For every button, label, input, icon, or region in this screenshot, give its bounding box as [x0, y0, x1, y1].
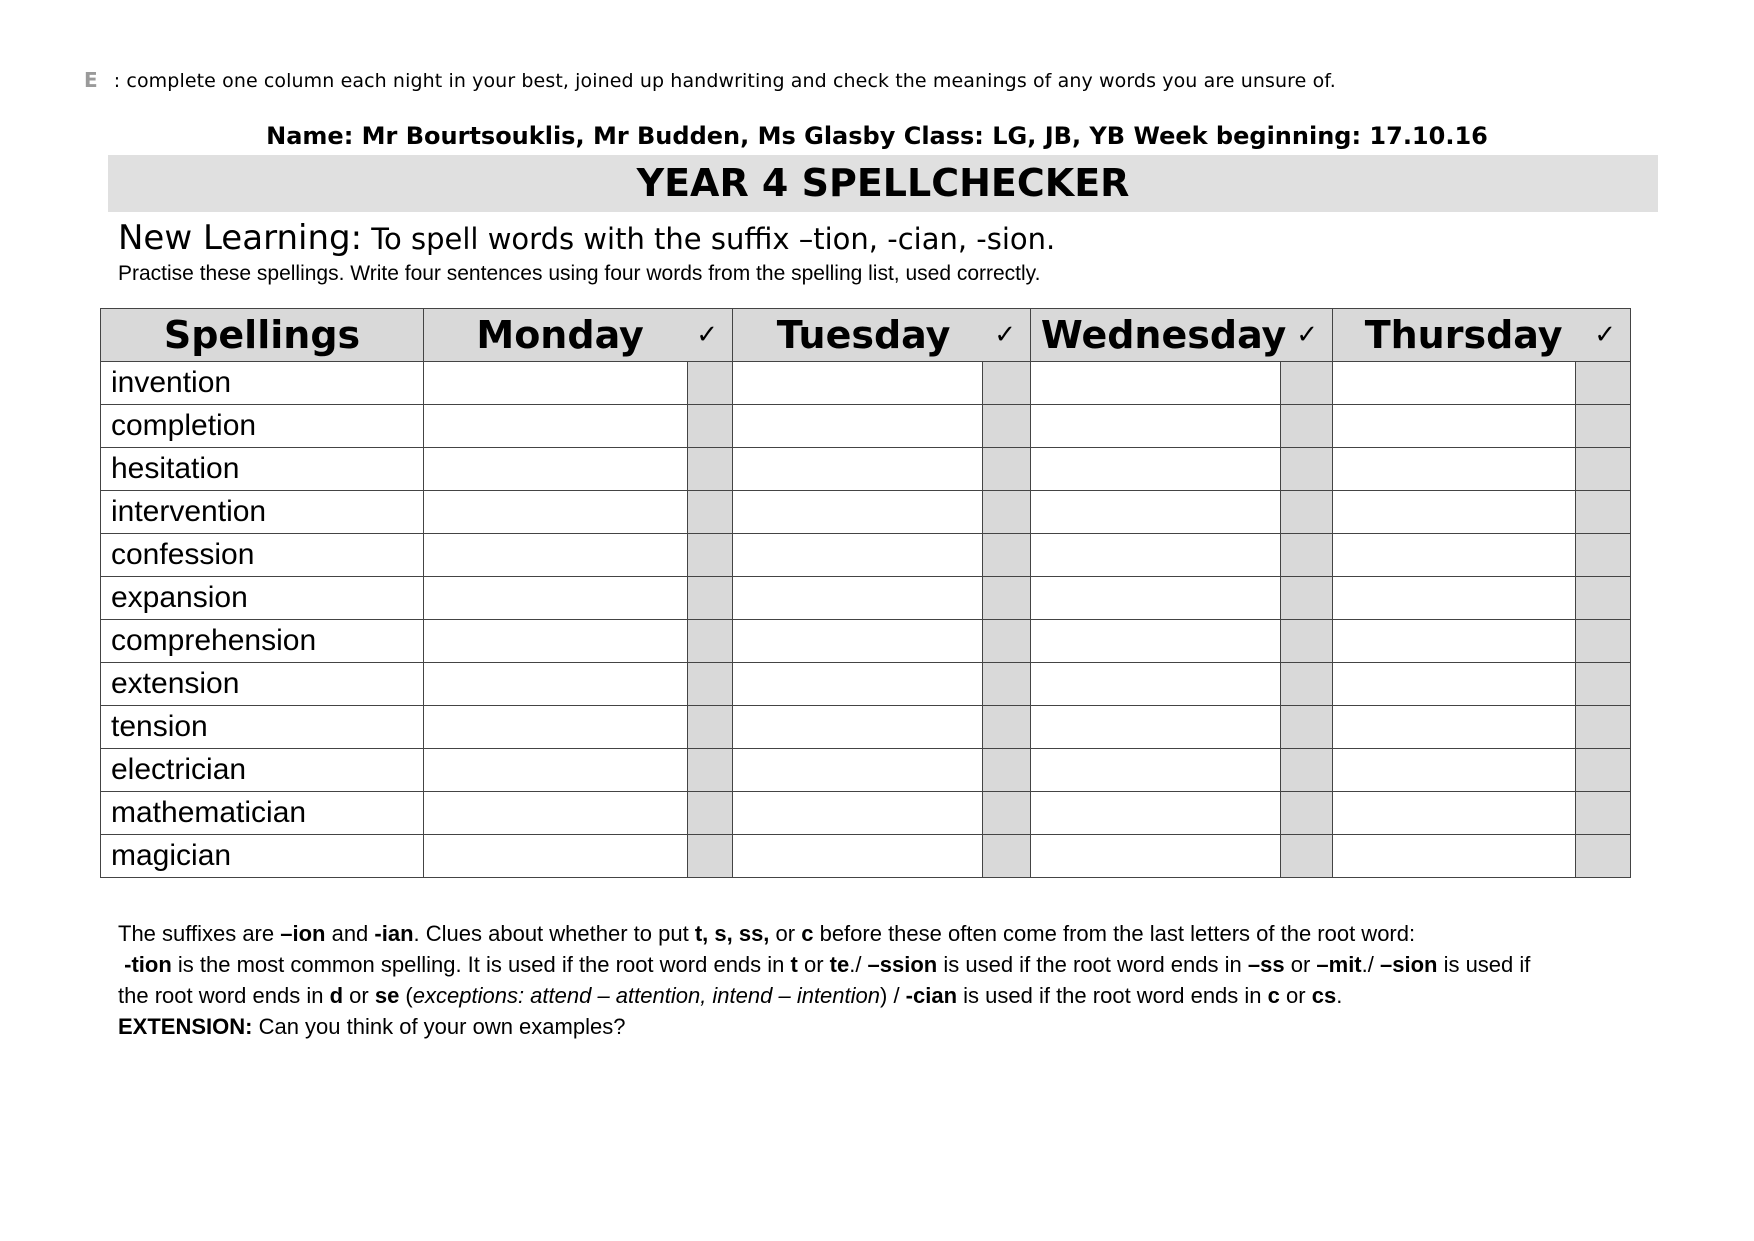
tick-cell-thursday[interactable]: [1576, 362, 1631, 405]
extension-label: EXTENSION:: [118, 1014, 253, 1039]
name-class-week-line: Name: Mr Bourtsouklis, Mr Budden, Ms Glasby Class: LG, JB, YB Week beginning: 17.10.16: [266, 122, 1488, 150]
write-cell-monday[interactable]: [424, 491, 688, 534]
tuesday-header: [733, 309, 1031, 362]
tick-cell-monday[interactable]: [688, 448, 733, 491]
write-cell-thursday[interactable]: [1333, 706, 1576, 749]
tick-cell-wednesday[interactable]: [1281, 835, 1333, 878]
tick-cell-wednesday[interactable]: [1281, 706, 1333, 749]
tick-cell-thursday[interactable]: [1576, 706, 1631, 749]
wednesday-label: Wednesday: [1040, 313, 1287, 357]
write-cell-wednesday[interactable]: [1031, 792, 1281, 835]
write-cell-thursday[interactable]: [1333, 534, 1576, 577]
write-cell-monday[interactable]: [424, 448, 688, 491]
check-icon: ✓: [696, 320, 718, 350]
tick-cell-tuesday[interactable]: [983, 362, 1031, 405]
notes-bold: –ion: [280, 921, 326, 946]
notes-bold: c: [801, 921, 814, 946]
notes-text: ./: [849, 952, 868, 977]
write-cell-tuesday[interactable]: [733, 620, 983, 663]
notes-bold: t, s, ss,: [694, 921, 770, 946]
tick-cell-tuesday[interactable]: [983, 792, 1031, 835]
page-title: YEAR 4 SPELLCHECKER: [636, 161, 1130, 205]
tick-cell-wednesday[interactable]: [1281, 448, 1333, 491]
notes-line-1: [118, 918, 1648, 949]
new-learning: [118, 218, 1055, 258]
notes-bold: t: [790, 952, 798, 977]
suffix-notes: [118, 918, 1648, 1042]
spelling-word: confession: [101, 534, 424, 577]
write-cell-wednesday[interactable]: [1031, 362, 1281, 405]
notes-text: (: [399, 983, 413, 1008]
notes-text: or: [769, 921, 802, 946]
write-cell-tuesday[interactable]: [733, 835, 983, 878]
table-row: [101, 405, 1631, 448]
check-icon: ✓: [1296, 320, 1319, 350]
tick-cell-tuesday[interactable]: [983, 749, 1031, 792]
spelling-word: extension: [101, 663, 424, 706]
write-cell-thursday[interactable]: [1333, 448, 1576, 491]
table-row: [101, 448, 1631, 491]
write-cell-monday[interactable]: [424, 835, 688, 878]
notes-bold: d: [329, 983, 344, 1008]
check-icon: ✓: [994, 320, 1016, 350]
write-cell-tuesday[interactable]: [733, 663, 983, 706]
spelling-rows: [101, 362, 1631, 878]
table-header-row: [101, 309, 1631, 362]
extension-text: Can you think of your own examples?: [252, 1014, 626, 1039]
write-cell-monday[interactable]: [424, 577, 688, 620]
table-row: [101, 491, 1631, 534]
tick-cell-thursday[interactable]: [1576, 534, 1631, 577]
notes-text: and: [325, 921, 375, 946]
title-band: [108, 155, 1658, 212]
notes-text: ) /: [880, 983, 906, 1008]
notes-bold: –sion: [1379, 952, 1438, 977]
table-row: [101, 362, 1631, 405]
check-icon: ✓: [1594, 320, 1617, 350]
write-cell-monday[interactable]: [424, 405, 688, 448]
write-cell-wednesday[interactable]: [1031, 534, 1281, 577]
table-row: [101, 534, 1631, 577]
tick-cell-wednesday[interactable]: [1281, 491, 1333, 534]
write-cell-wednesday[interactable]: [1031, 577, 1281, 620]
tuesday-label: Tuesday: [776, 313, 951, 357]
spelling-word: invention: [101, 362, 424, 405]
write-cell-thursday[interactable]: [1333, 491, 1576, 534]
practise-instruction: Practise these spellings. Write four sentences using four words from the spelling list, used correctly.: [118, 262, 1041, 285]
notes-italic: exceptions: attend – attention, intend – intention: [412, 983, 880, 1008]
table-row: [101, 749, 1631, 792]
spelling-word: comprehension: [101, 620, 424, 663]
write-cell-wednesday[interactable]: [1031, 663, 1281, 706]
tick-cell-wednesday[interactable]: [1281, 663, 1333, 706]
spelling-word: completion: [101, 405, 424, 448]
spelling-word: electrician: [101, 749, 424, 792]
notes-bold: c: [1267, 983, 1280, 1008]
notes-text: or: [1279, 983, 1312, 1008]
write-cell-tuesday[interactable]: [733, 577, 983, 620]
tick-cell-monday[interactable]: [688, 405, 733, 448]
write-cell-thursday[interactable]: [1333, 835, 1576, 878]
tick-cell-monday[interactable]: [688, 663, 733, 706]
write-cell-tuesday[interactable]: [733, 534, 983, 577]
notes-text: is used if the root word ends in: [957, 983, 1268, 1008]
tick-cell-monday[interactable]: [688, 577, 733, 620]
tick-cell-tuesday[interactable]: [983, 706, 1031, 749]
tick-cell-thursday[interactable]: [1576, 792, 1631, 835]
write-cell-wednesday[interactable]: [1031, 749, 1281, 792]
tick-cell-wednesday[interactable]: [1281, 749, 1333, 792]
new-learning-label: New Learning:: [118, 218, 363, 258]
tick-cell-tuesday[interactable]: [983, 663, 1031, 706]
notes-bold: –ss: [1247, 952, 1285, 977]
monday-header: [424, 309, 733, 362]
notes-text: ./: [1361, 952, 1380, 977]
write-cell-thursday[interactable]: [1333, 749, 1576, 792]
notes-text: the root word ends in: [118, 983, 330, 1008]
tick-cell-wednesday[interactable]: [1281, 534, 1333, 577]
write-cell-wednesday[interactable]: [1031, 706, 1281, 749]
table-row: [101, 792, 1631, 835]
write-cell-tuesday[interactable]: [733, 749, 983, 792]
monday-label: Monday: [476, 313, 644, 357]
write-cell-thursday[interactable]: [1333, 577, 1576, 620]
write-cell-tuesday[interactable]: [733, 362, 983, 405]
tick-cell-thursday[interactable]: [1576, 491, 1631, 534]
write-cell-thursday[interactable]: [1333, 663, 1576, 706]
write-cell-tuesday[interactable]: [733, 491, 983, 534]
new-learning-text: To spell words with the suffix –tion, -cian, -sion.: [362, 222, 1056, 256]
notes-text: before these often come from the last letters of the root word:: [813, 921, 1416, 946]
tick-cell-thursday[interactable]: [1576, 620, 1631, 663]
instruction-marker: E: [84, 68, 98, 92]
write-cell-monday[interactable]: [424, 749, 688, 792]
spelling-word: hesitation: [101, 448, 424, 491]
tick-cell-tuesday[interactable]: [983, 534, 1031, 577]
notes-bold: se: [374, 983, 400, 1008]
notes-text: or: [797, 952, 830, 977]
write-cell-thursday[interactable]: [1333, 405, 1576, 448]
write-cell-tuesday[interactable]: [733, 706, 983, 749]
tick-cell-tuesday[interactable]: [983, 405, 1031, 448]
table-row: [101, 706, 1631, 749]
tick-cell-monday[interactable]: [688, 491, 733, 534]
write-cell-monday[interactable]: [424, 362, 688, 405]
write-cell-monday[interactable]: [424, 706, 688, 749]
spellings-header: Spellings: [101, 309, 424, 362]
thursday-header: [1333, 309, 1631, 362]
spelling-word: expansion: [101, 577, 424, 620]
write-cell-tuesday[interactable]: [733, 448, 983, 491]
table-row: [101, 663, 1631, 706]
notes-text: is used if: [1437, 952, 1531, 977]
tick-cell-monday[interactable]: [688, 706, 733, 749]
notes-line-3: [118, 980, 1648, 1011]
tick-cell-thursday[interactable]: [1576, 577, 1631, 620]
notes-text: is the most common spelling. It is used if the root word ends in: [171, 952, 791, 977]
notes-text: or: [1284, 952, 1317, 977]
write-cell-thursday[interactable]: [1333, 362, 1576, 405]
notes-text: . Clues about whether to put: [413, 921, 695, 946]
notes-text: or: [343, 983, 375, 1008]
write-cell-wednesday[interactable]: [1031, 491, 1281, 534]
tick-cell-monday[interactable]: [688, 362, 733, 405]
notes-bold: te: [829, 952, 850, 977]
tick-cell-thursday[interactable]: [1576, 663, 1631, 706]
write-cell-wednesday[interactable]: [1031, 835, 1281, 878]
write-cell-monday[interactable]: [424, 663, 688, 706]
tick-cell-thursday[interactable]: [1576, 405, 1631, 448]
tick-cell-thursday[interactable]: [1576, 835, 1631, 878]
instruction-line: [84, 68, 1336, 92]
wednesday-header: [1031, 309, 1333, 362]
spelling-word: intervention: [101, 491, 424, 534]
tick-cell-wednesday[interactable]: [1281, 405, 1333, 448]
tick-cell-tuesday[interactable]: [983, 835, 1031, 878]
write-cell-wednesday[interactable]: [1031, 448, 1281, 491]
spelling-word: tension: [101, 706, 424, 749]
write-cell-wednesday[interactable]: [1031, 620, 1281, 663]
notes-line-2: [118, 949, 1648, 980]
notes-bold: -cian: [905, 983, 958, 1008]
extension-line: [118, 1011, 1648, 1042]
table-row: [101, 577, 1631, 620]
notes-bold: cs: [1311, 983, 1337, 1008]
thursday-label: Thursday: [1364, 313, 1563, 357]
tick-cell-tuesday[interactable]: [983, 491, 1031, 534]
notes-text: The suffixes are: [118, 921, 281, 946]
notes-bold: -tion: [124, 952, 172, 977]
tick-cell-tuesday[interactable]: [983, 577, 1031, 620]
tick-cell-wednesday[interactable]: [1281, 362, 1333, 405]
tick-cell-wednesday[interactable]: [1281, 577, 1333, 620]
table-row: [101, 620, 1631, 663]
write-cell-thursday[interactable]: [1333, 792, 1576, 835]
notes-bold: –mit: [1316, 952, 1362, 977]
tick-cell-tuesday[interactable]: [983, 448, 1031, 491]
instruction-text: : complete one column each night in your best, joined up handwriting and check the meanings of any words you are unsure of.: [113, 70, 1336, 92]
tick-cell-monday[interactable]: [688, 792, 733, 835]
write-cell-tuesday[interactable]: [733, 792, 983, 835]
tick-cell-tuesday[interactable]: [983, 620, 1031, 663]
tick-cell-monday[interactable]: [688, 620, 733, 663]
table-row: [101, 835, 1631, 878]
notes-bold: -ian: [374, 921, 414, 946]
tick-cell-wednesday[interactable]: [1281, 620, 1333, 663]
tick-cell-monday[interactable]: [688, 534, 733, 577]
write-cell-monday[interactable]: [424, 534, 688, 577]
tick-cell-thursday[interactable]: [1576, 749, 1631, 792]
write-cell-thursday[interactable]: [1333, 620, 1576, 663]
tick-cell-wednesday[interactable]: [1281, 792, 1333, 835]
notes-text: is used if the root word ends in: [937, 952, 1248, 977]
tick-cell-monday[interactable]: [688, 835, 733, 878]
spelling-table: [100, 308, 1631, 878]
spelling-word: magician: [101, 835, 424, 878]
write-cell-tuesday[interactable]: [733, 405, 983, 448]
write-cell-monday[interactable]: [424, 792, 688, 835]
write-cell-monday[interactable]: [424, 620, 688, 663]
tick-cell-monday[interactable]: [688, 749, 733, 792]
write-cell-wednesday[interactable]: [1031, 405, 1281, 448]
notes-bold: –ssion: [867, 952, 938, 977]
notes-text: .: [1336, 983, 1343, 1008]
tick-cell-thursday[interactable]: [1576, 448, 1631, 491]
spelling-word: mathematician: [101, 792, 424, 835]
